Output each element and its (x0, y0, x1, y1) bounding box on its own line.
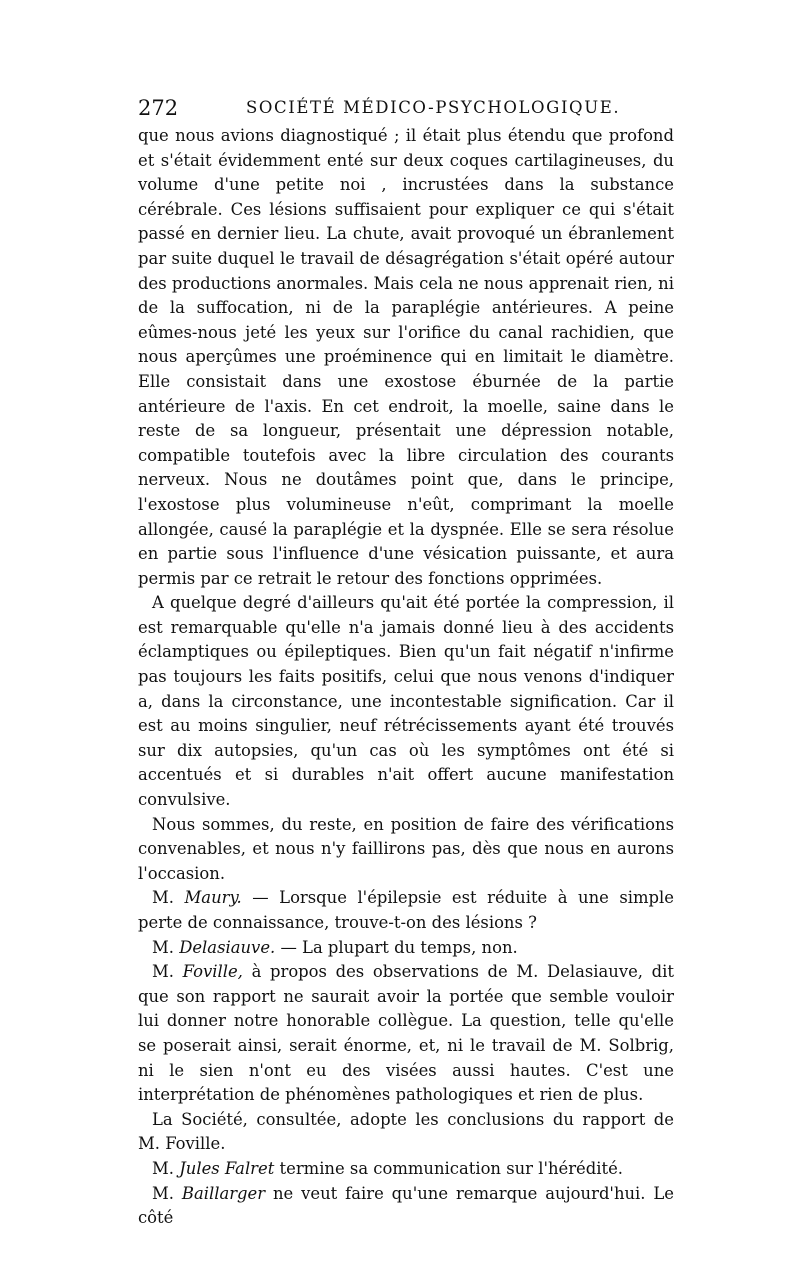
paragraph-foville (138, 960, 674, 1108)
speaker-name: Foville, (182, 962, 243, 982)
paragraph-autopsy: que nous avions diagnostiqué ; il était plus étendu que profond et s'était évidemment enté sur deux coques cartilagineuses, du volume d'une petite noi , incrustées dans la substance cérébrale. Ces lésions suffisaient pour expliquer ce qui s'était passé en dernier lieu. La chute, avait provoqué un ébranlement par suite duquel le travail de désagrégation s'était opéré autour des productions anormales. Mais cela ne nous apprenait rien, ni de la suffocation, ni de la paraplégie antérieures. A peine eûmes-nous jeté les yeux sur l'orifice du canal rachidien, que nous aperçûmes une proéminence qui en limitait le diamètre. Elle consistait dans une exostose éburnée de la partie antérieure de l'axis. En cet endroit, la moelle, saine dans le reste de sa longueur, présentait une dépression notable, compatible toutefois avec la libre circulation des courants nerveux. Nous ne doutâmes point que, dans le principe, l'exostose plus volumineuse n'eût, comprimant la moelle allongée, causé la paraplégie et la dyspnée. Elle se sera résolue en partie sous l'influence d'une vésication puissante, et aura permis par ce retrait le retour des fonctions opprimées. (138, 126, 674, 588)
speaker-prefix: M. (152, 1183, 174, 1203)
speaker-name: Jules Falret (179, 1158, 275, 1178)
page-number: 272 (138, 96, 179, 120)
speaker-prefix: M. (152, 1158, 174, 1178)
speech-text: ne veut faire qu'une remarque aujourd'hui. Le côté (138, 1183, 674, 1228)
speech-text: à propos des observations de M. Delasiauve, dit que son rapport ne saurait avoir la portée que semble vouloir lui donner notre honorable collègue. La question, telle qu'elle se poserait ainsi, serait énorme, et, ni le travail de M. Solbrig, ni le sien n'ont eu des visées aussi hautes. C'est une interprétation de phénomènes pathologiques et rien de plus. (138, 962, 674, 1105)
paragraph-falret (138, 1157, 674, 1182)
body-text (138, 124, 674, 1231)
running-title: SOCIÉTÉ MÉDICO-PSYCHOLOGIQUE. (246, 98, 621, 117)
speaker-name: Delasiauve. (179, 937, 276, 957)
paragraph-verifications: Nous sommes, du reste, en position de faire des vérifications convenables, et nous n'y faillirons pas, dès que nous en aurons l'occasion. (138, 814, 674, 883)
paragraph-maury (138, 886, 674, 935)
speaker-prefix: M. (152, 962, 174, 982)
paragraph-compression: A quelque degré d'ailleurs qu'ait été portée la compression, il est remarquable qu'elle n'a jamais donné lieu à des accidents éclamptiques ou épileptiques. Bien qu'un fait négatif n'infirme pas toujours les faits positifs, celui que nous venons d'indiquer a, dans la circonstance, une incontestable signification. Car il est au moins singulier, neuf rétrécissements ayant été trouvés sur dix autopsies, qu'un cas où les symptômes ont été si accentués et si durables n'ait offert aucune manifestation convulsive. (138, 593, 674, 810)
speaker-name: Maury. (184, 888, 242, 908)
speaker-prefix: M. (152, 937, 174, 957)
speech-text: — La plupart du temps, non. (280, 937, 518, 957)
paragraph-delasiauve (138, 936, 674, 961)
paragraph-baillarger (138, 1182, 674, 1231)
book-page (138, 92, 674, 1231)
speech-text: termine sa communication sur l'hérédité. (279, 1158, 623, 1178)
paragraph-society-vote: La Société, consultée, adopte les conclusions du rapport de M. Foville. (138, 1109, 674, 1154)
speaker-prefix: M. (152, 888, 174, 908)
speech-text: — Lorsque l'épilepsie est réduite à une simple perte de connaissance, trouve-t-on des lésions ? (138, 888, 674, 932)
speaker-name: Baillarger (181, 1183, 266, 1203)
page-header (138, 92, 674, 124)
